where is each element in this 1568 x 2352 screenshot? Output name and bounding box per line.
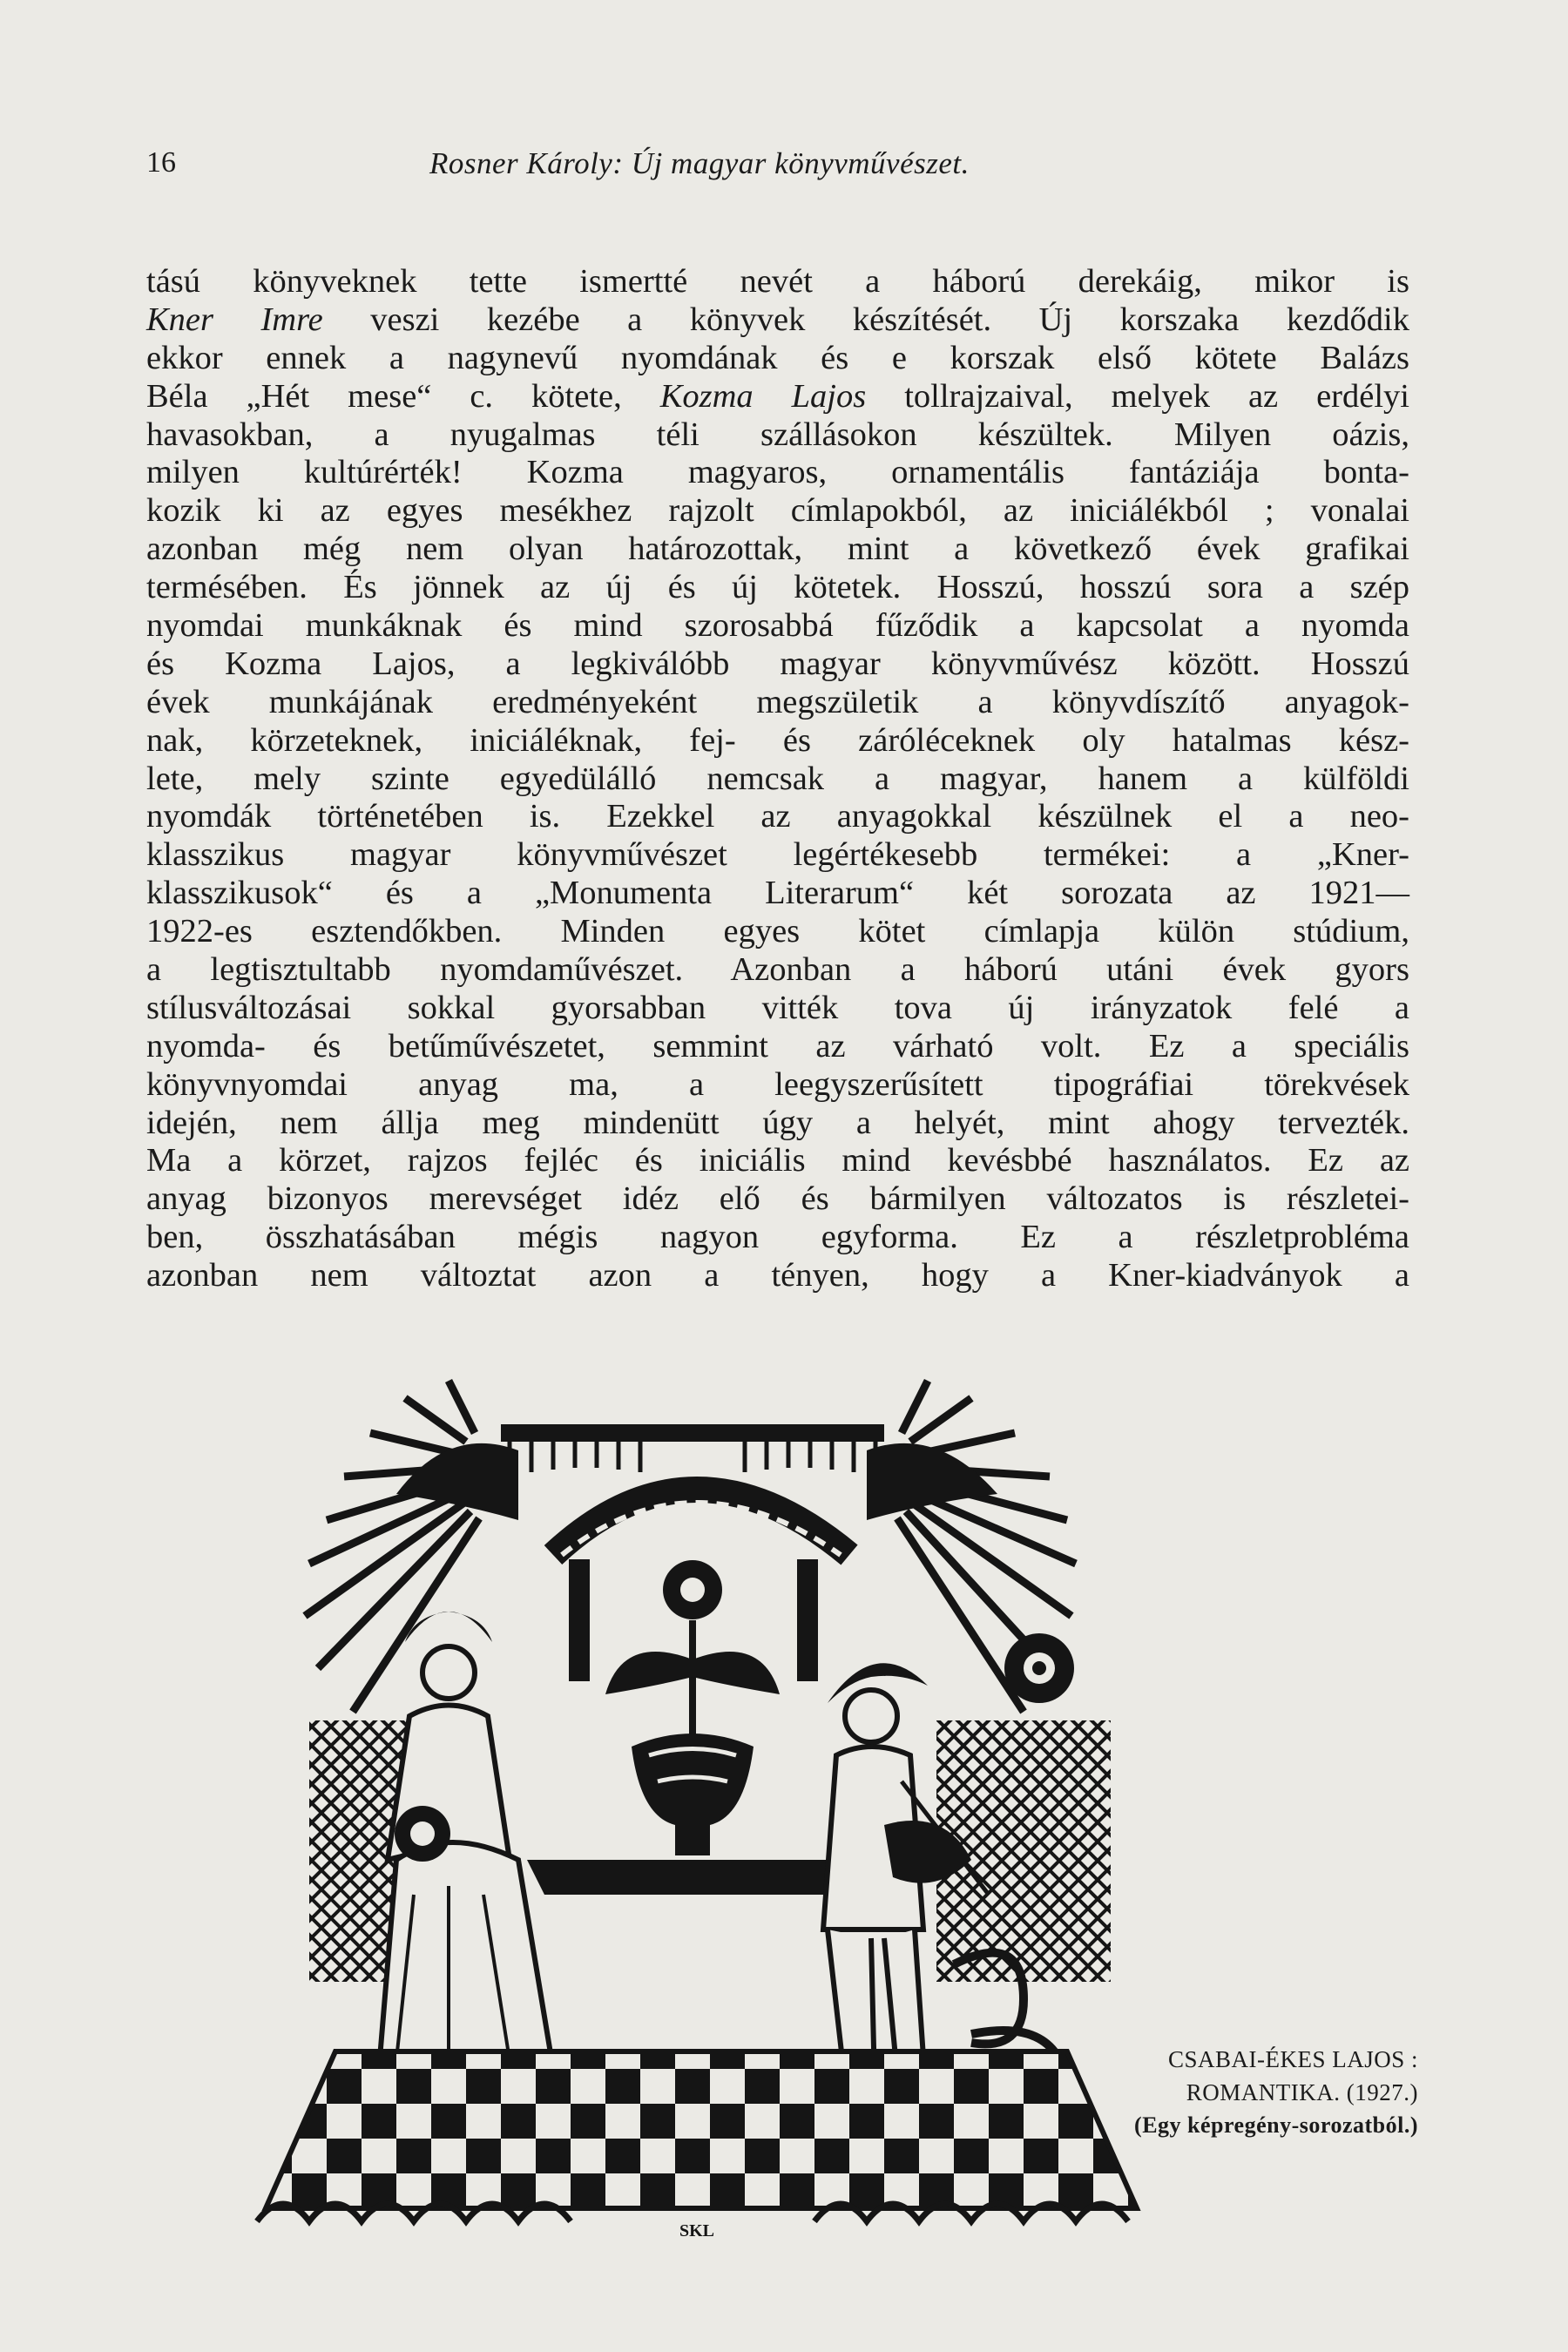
caption-source: (Egy képregény-sorozatból.) bbox=[1134, 2112, 1418, 2138]
text-line: azonban nem változtat azon a tényen, hogy a Kner-kiadványok a bbox=[146, 1257, 1409, 1294]
text-line: termésében. És jönnek az új és új kötetek. Hosszú, hosszú sora a szép bbox=[146, 569, 1409, 606]
lady-figure bbox=[379, 1612, 553, 2069]
text-line: havasokban, a nyugalmas téli szállásokon készültek. Milyen oázis, bbox=[146, 416, 1409, 453]
text-line: ekkor ennek a nagynevű nyomdának és e korszak első kötete Balázs bbox=[146, 339, 1409, 376]
text-line: Ma a körzet, rajzos fejléc és iniciális mind kevésbbé használatos. Ez az bbox=[146, 1142, 1409, 1179]
running-head: Rosner Károly: Új magyar könyvművészet. bbox=[429, 146, 970, 180]
text-line: nak, körzeteknek, iniciáléknak, fej- és záróléceknek oly hatalmas kész- bbox=[146, 721, 1409, 759]
text-line: klasszikusok“ és a „Monumenta Literarum“ két sorozata az 1921— bbox=[146, 875, 1409, 912]
text-line: nyomdák történetében is. Ezekkel az anyagokkal készülnek el a neo- bbox=[146, 798, 1409, 835]
text-line: idején, nem állja meg mindenütt úgy a helyét, mint ahogy tervezték. bbox=[146, 1104, 1409, 1141]
caption-title: ROMANTIKA. (1927.) bbox=[1186, 2079, 1418, 2105]
caption-artist: CSABAI-ÉKES LAJOS : bbox=[1167, 2046, 1418, 2072]
urn-with-flower bbox=[605, 1560, 780, 1855]
artist-signature: SKL bbox=[679, 2221, 715, 2240]
page-header bbox=[146, 146, 1418, 190]
body-text bbox=[146, 263, 1409, 1295]
figure-caption bbox=[1000, 2043, 1418, 2142]
text-line: nyomda- és betűművészetet, semmint az várható volt. Ez a speciális bbox=[146, 1027, 1409, 1064]
left-tassel bbox=[569, 1559, 590, 1681]
text-line: és Kozma Lajos, a legkiválóbb magyar könyvművész között. Hosszú bbox=[146, 645, 1409, 682]
text-line: könyvnyomdai anyag ma, a leegyszerűsített tipográfiai törekvések bbox=[146, 1065, 1409, 1103]
text-line: tású könyveknek tette ismertté nevét a háború derekáig, mikor is bbox=[146, 263, 1409, 300]
rosette-ornament bbox=[1004, 1633, 1074, 1703]
text-line: évek munkájának eredményeként megszületik a könyvdíszítő anyagok- bbox=[146, 683, 1409, 720]
text-line: lete, mely szinte egyedülálló nemcsak a magyar, hanem a külföldi bbox=[146, 760, 1409, 797]
text-line: stílusváltozásai sokkal gyorsabban vitték tova új irányzatok felé a bbox=[146, 989, 1409, 1026]
text-line: azonban még nem olyan határozottak, mint a következő évek grafikai bbox=[146, 531, 1409, 568]
text-line: 1922-es esztendőkben. Minden egyes kötet címlapja külön stúdium, bbox=[146, 913, 1409, 950]
text-line: anyag bizonyos merevséget idéz elő és bármilyen változatos is részletei- bbox=[146, 1180, 1409, 1218]
text-line: nyomdai munkáknak és mind szorosabbá fűződik a kapcsolat a nyomda bbox=[146, 607, 1409, 645]
text-line: Kner Imre veszi kezébe a könyvek készítését. Új korszaka kezdődik bbox=[146, 301, 1409, 338]
table bbox=[527, 1860, 867, 1895]
text-line: milyen kultúrérték! Kozma magyaros, ornamentális fantáziája bonta- bbox=[146, 454, 1409, 491]
right-tassel bbox=[797, 1559, 818, 1681]
page-number: 16 bbox=[146, 146, 176, 179]
text-line: ben, összhatásában mégis nagyon egyforma. Ez a részletprobléma bbox=[146, 1219, 1409, 1256]
text-line: a legtisztultabb nyomdaművészet. Azonban a háború utáni évek gyors bbox=[146, 951, 1409, 989]
text-line: kozik ki az egyes mesékhez rajzolt címlapokból, az iniciálékból ; vonalai bbox=[146, 492, 1409, 530]
text-line: Béla „Hét mese“ c. kötete, Kozma Lajos tollrajzaival, melyek az erdélyi bbox=[146, 377, 1409, 415]
text-line: klasszikus magyar könyvművészet legértékesebb termékei: a „Kner- bbox=[146, 836, 1409, 874]
